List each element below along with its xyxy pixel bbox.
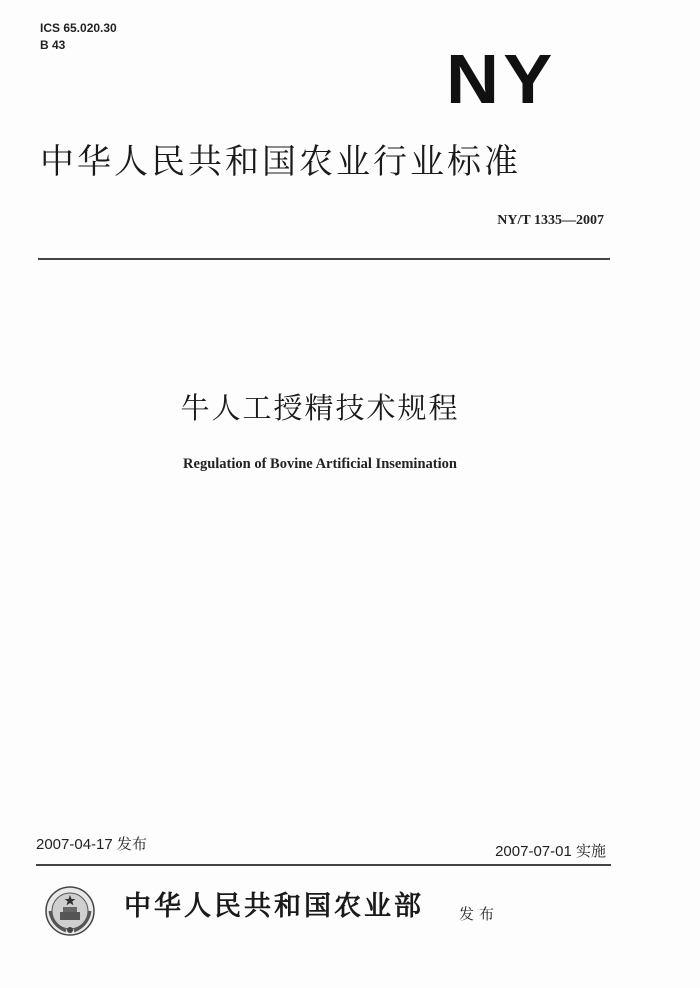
- ics-code: ICS 65.020.30: [40, 21, 117, 35]
- publish-label: 发布: [459, 905, 500, 923]
- ics-class: B 43: [40, 38, 66, 52]
- ics-block: [40, 20, 117, 54]
- document-title-en: Regulation of Bovine Artificial Insemination: [183, 456, 457, 472]
- issue-date: 2007-04-17 发布: [36, 836, 147, 853]
- header-title: 中华人民共和国农业行业标准: [40, 142, 521, 182]
- document-title-cn: 牛人工授精技术规程: [180, 391, 460, 425]
- bottom-divider: [36, 864, 611, 866]
- publisher-name: 中华人民共和国农业部: [124, 891, 424, 922]
- standard-code: NY/T 1335—2007: [497, 213, 604, 228]
- top-divider: [38, 258, 610, 260]
- ny-logo: NY: [446, 40, 557, 118]
- implementation-date: 2007-07-01 实施: [495, 843, 606, 860]
- national-emblem-icon: [44, 885, 96, 937]
